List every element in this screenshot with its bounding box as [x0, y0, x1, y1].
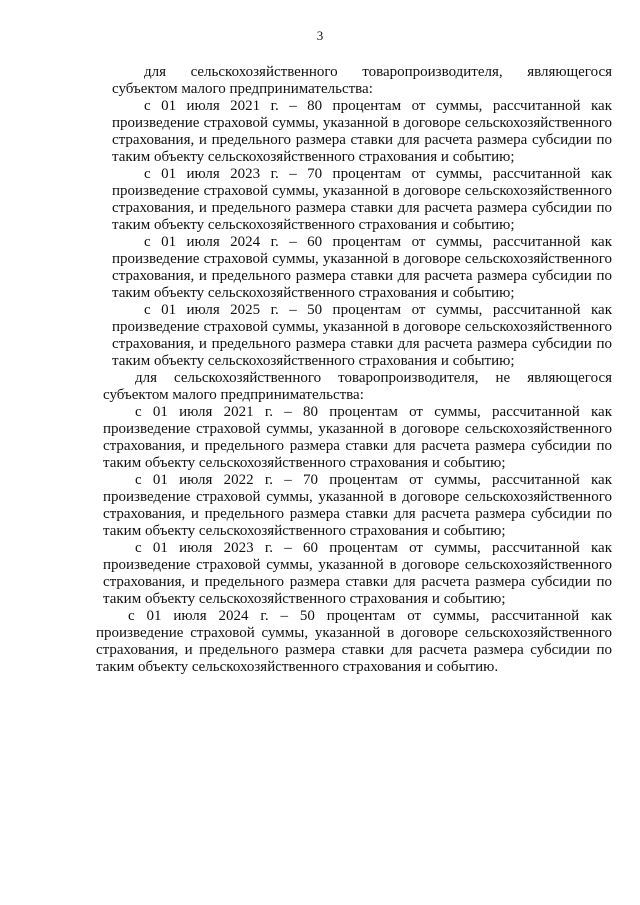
paragraph-non-small-business-intro: для сельскохозяйственного товаропроизводителя, не являющегося субъектом малого предпринимательства: [103, 370, 612, 403]
paragraph-small-business-2024: с 01 июля 2024 г. – 60 процентам от суммы, рассчитанной как произведение страховой суммы, указанной в договоре сельскохозяйственного страхования, и предельного размера ставки для расчета размера субсидии по таким объекту сельскохозяйственного страхования и событию; [112, 234, 612, 301]
final-block [96, 608, 612, 676]
page-number: 3 [316, 28, 324, 43]
paragraph-non-small-business-2022: с 01 июля 2022 г. – 70 процентам от суммы, рассчитанной как произведение страховой суммы, указанной в договоре сельскохозяйственного страхования, и предельного размера ставки для расчета размера субсидии по таким объекту сельскохозяйственного страхования и событию; [103, 472, 612, 539]
paragraph-small-business-intro: для сельскохозяйственного товаропроизводителя, являющегося субъектом малого предпринимательства: [112, 64, 612, 97]
paragraph-non-small-business-2024: с 01 июля 2024 г. – 50 процентам от суммы, рассчитанной как произведение страховой суммы, указанной в договоре сельскохозяйственного страхования, и предельного размера ставки для расчета размера субсидии по таким объекту сельскохозяйственного страхования и событию. [96, 608, 612, 675]
document-body [96, 64, 612, 676]
paragraph-non-small-business-2023: с 01 июля 2023 г. – 60 процентам от суммы, рассчитанной как произведение страховой суммы, указанной в договоре сельскохозяйственного страхования, и предельного размера ставки для расчета размера субсидии по таким объекту сельскохозяйственного страхования и событию; [103, 540, 612, 607]
paragraph-small-business-2025: с 01 июля 2025 г. – 50 процентам от суммы, рассчитанной как произведение страховой суммы, указанной в договоре сельскохозяйственного страхования, и предельного размера ставки для расчета размера субсидии по таким объекту сельскохозяйственного страхования и событию; [112, 302, 612, 369]
paragraph-small-business-2021: с 01 июля 2021 г. – 80 процентам от суммы, рассчитанной как произведение страховой суммы, указанной в договоре сельскохозяйственного страхования, и предельного размера ставки для расчета размера субсидии по таким объекту сельскохозяйственного страхования и событию; [112, 98, 612, 165]
non-small-business-block [103, 370, 612, 608]
small-business-block [112, 64, 612, 370]
paragraph-non-small-business-2021: с 01 июля 2021 г. – 80 процентам от суммы, рассчитанной как произведение страховой суммы, указанной в договоре сельскохозяйственного страхования, и предельного размера ставки для расчета размера субсидии по таким объекту сельскохозяйственного страхования и событию; [103, 404, 612, 471]
paragraph-small-business-2023: с 01 июля 2023 г. – 70 процентам от суммы, рассчитанной как произведение страховой суммы, указанной в договоре сельскохозяйственного страхования, и предельного размера ставки для расчета размера субсидии по таким объекту сельскохозяйственного страхования и событию; [112, 166, 612, 233]
